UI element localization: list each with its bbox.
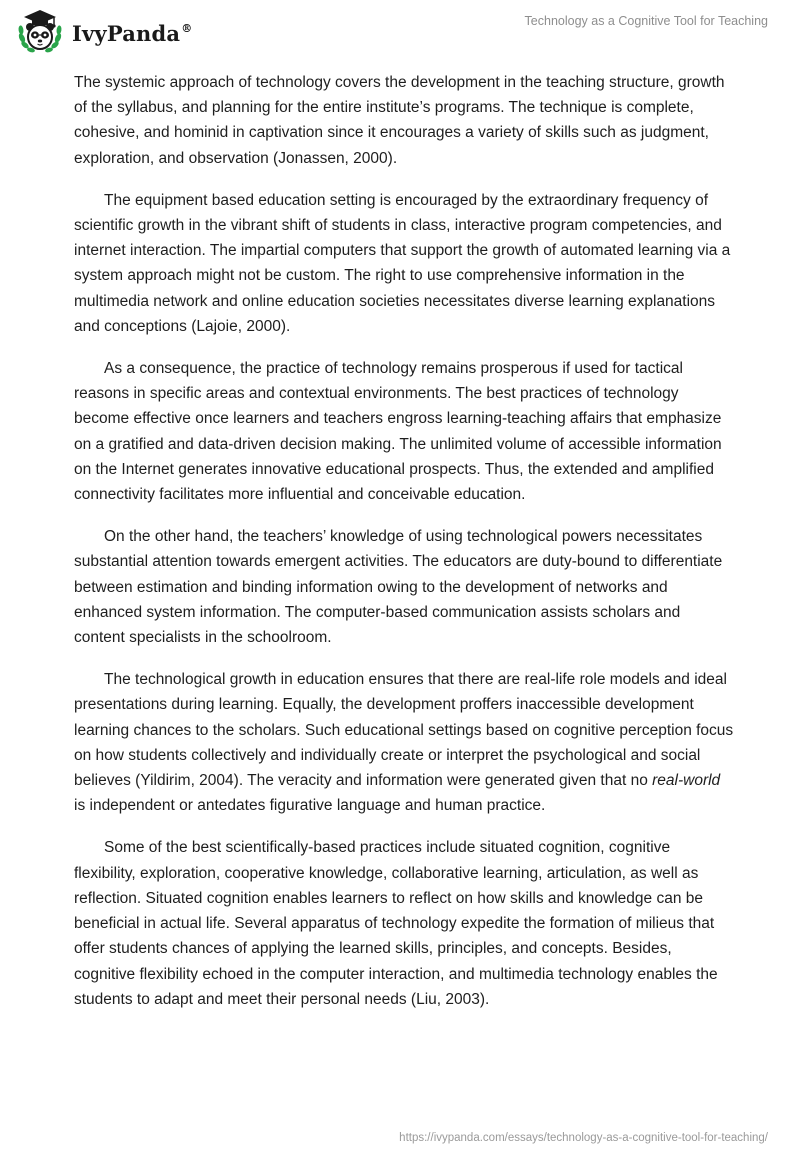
- paragraph-5-text-end: is independent or antedates figurative language and human practice.: [74, 797, 546, 815]
- registered-mark: ®: [181, 21, 193, 35]
- paragraph-5-emphasis: real-world: [652, 772, 721, 790]
- paragraph-3: As a consequence, the practice of technology remains prosperous if used for tactical reasons in specific areas and contextual environments. The best practices of technology become effective once learners and teachers engross learning-teaching affairs that emphasize on a gratified and data-driven decision making. The unlimited volume of accessible information on the Internet generates innovative educational prospects. Thus, the extended and amplified connectivity facilitates more influential and conceivable education.: [74, 360, 722, 504]
- ivypanda-logo[interactable]: [16, 8, 192, 54]
- paragraph-5-text-start: The technological growth in education ensures that there are real-life role models and ideal presentations during learning. Equally, the development proffers inaccessible development learning chances to the scholars. Such educational settings based on cognitive perception focus on how students collectively and individually create or interpret the psychological and social believes (Yildirim, 2004). The veracity and information were generated given that no: [74, 671, 734, 790]
- brand-name: [72, 21, 192, 46]
- paragraph-4: On the other hand, the teachers’ knowledge of using technological powers necessitates substantial attention towards emergent activities. The educators are duty-bound to differentiate between estimation and binding information owing to the development of networks and enhanced system information. The computer-based communication assists scholars and content specialists in the schoolroom.: [74, 528, 723, 647]
- paragraph-5: [74, 667, 734, 818]
- source-url[interactable]: https://ivypanda.com/essays/technology-as-a-cognitive-tool-for-teaching/: [399, 1132, 768, 1144]
- document-title: Technology as a Cognitive Tool for Teaching: [524, 14, 768, 28]
- paragraph-6: Some of the best scientifically-based practices include situated cognition, cognitive flexibility, exploration, cooperative knowledge, collaborative learning, articulation, as well as reflection. Situated cognition enables learners to reflect on how skills and knowledge can be beneficial in actual life. Several apparatus of technology expedite the formation of milieus that offer students chances of applying the learned skills, principles, and concepts. Besides, cognitive flexibility echoed in the computer interaction, and multimedia technology enables the students to adapt and meet their personal needs (Liu, 2003).: [74, 839, 718, 1008]
- paragraph-2: The equipment based education setting is encouraged by the extraordinary frequency of scientific growth in the vibrant shift of students in class, interactive program competencies, and internet interaction. The impartial computers that support the growth of automated learning via a system approach might not be custom. The right to use comprehensive information in the multimedia network and online education societies necessitates diverse learning explanations and conceptions (Lajoie, 2000).: [74, 191, 731, 335]
- paragraph-1: The systemic approach of technology covers the development in the teaching structure, growth of the syllabus, and planning for the entire institute’s programs. The technique is complete, cohesive, and hominid in captivation since it encourages a variety of skills such as judgment, exploration, and observation (Jonassen, 2000).: [74, 74, 725, 167]
- essay-body: [74, 70, 734, 1029]
- brand-label: IvyPanda: [72, 20, 181, 46]
- page-header: [0, 0, 800, 60]
- panda-graduate-icon: [16, 8, 64, 54]
